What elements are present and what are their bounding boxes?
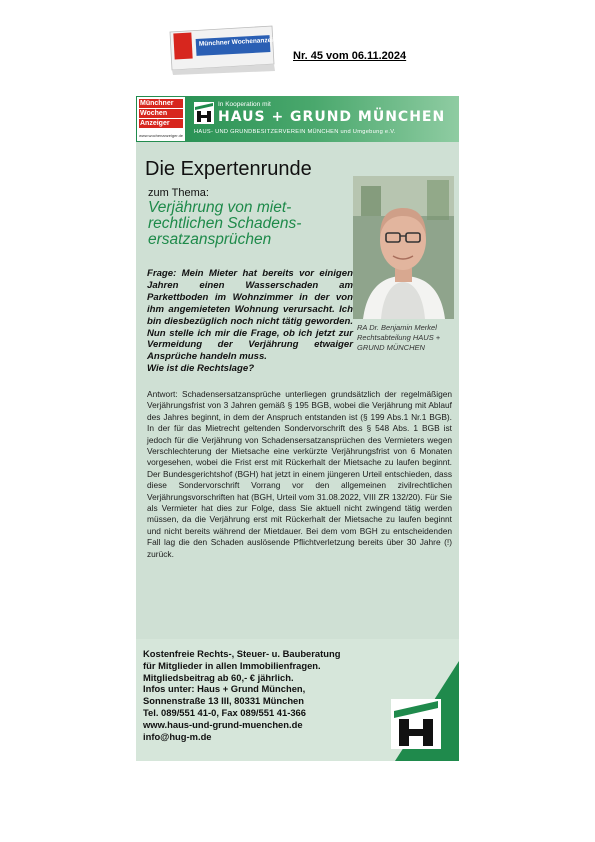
footer-email-link[interactable]: info@hug-m.de — [143, 730, 212, 742]
newspaper-logo-title: Münchner Wochenanzeiger — [198, 36, 276, 48]
footer-line: Tel. 089/551 41-0, Fax 089/551 41-366 — [143, 706, 306, 718]
header-band — [136, 96, 459, 142]
expert-portrait — [353, 176, 454, 319]
article-subject: Verjährung von miet-rechtlichen Schadens-ersatzansprüchen — [148, 199, 302, 248]
footer-line: Infos unter: Haus + Grund München, — [143, 683, 306, 695]
footer-line: Sonnenstraße 13 III, 80331 München — [143, 695, 304, 707]
mwa-logo-url: www.wochenanzeiger.de — [139, 133, 184, 138]
footer-website-link[interactable]: www.haus-und-grund-muenchen.de — [143, 718, 303, 730]
haus-grund-logo-large — [391, 699, 441, 749]
newspaper-logo-graphic — [168, 24, 276, 76]
expert-article — [136, 96, 459, 761]
kooperation-label: In Kooperation mit — [218, 101, 271, 108]
reader-question-last: Wie ist die Rechtslage? — [147, 363, 255, 375]
expert-answer: Antwort: Schadensersatzansprüche unterliegen grundsätzlich der regelmäßigen Verjährungsfrist von 3 Jahren gemäß § 195 BGB, wobei die Verjährung mit Ablauf des Jahres beginnt, in dem der Anspruch entstanden ist (§ 199 Abs.1 Nr.1 BGB). In der für das Mietrecht geltenden Sondervorschrift des § 548 Abs. 1 BGB ist jedoch für die Verjährung von Schadensersatzansprüchen des Vermieters wegen Verschlechterung der Mietsache eine verkürzte Verjährungsfrist von 6 Monaten vorgesehen, wobei die Frist erst mit Rückerhalt der Mietsache zu laufen beginnt. Der Bundesgerichtshof (BGH) hat jetzt in einem jüngeren Urteil entschieden, dass diese Sondervorschrift Vorrang vor den allgemeinen zivilrechtlichen Verjährungsvorschriften hat (BGH, Urteil vom 31.08.2022, VIII ZR 132/20). Für Sie als Vermieter hat dies zur Folge, dass Sie aktuell nicht zwingend tätig werden müssen, da die Verjährung erst mit Rückerhalt der Mietsache zu laufen beginnt und nicht bereits während der Mietdauer. Bei dem vom BGH zu entscheidenden Fall lag die den Schaden auslösende Pflichtverletzung bereits über 30 Jahre (!) zurück. — [147, 389, 452, 559]
mwa-logo-line2: Wochen — [139, 109, 183, 118]
reader-question — [147, 268, 353, 375]
haus-grund-title: HAUS + GRUND MÜNCHEN — [218, 109, 446, 125]
expert-caption: RA Dr. Benjamin Merkel Rechtsabteilung HAUS + GRUND MÜNCHEN — [357, 323, 441, 352]
footer-line: für Mitglieder in allen Immobilienfragen. — [143, 659, 321, 671]
mwa-logo-line3: Anzeiger — [139, 119, 183, 128]
footer-text — [143, 648, 340, 742]
haus-grund-subtitle: HAUS- UND GRUNDBESITZERVEREIN MÜNCHEN und Umgebung e.V. — [194, 129, 396, 135]
footer-line: Kostenfreie Rechts-, Steuer- u. Bauberatung — [143, 648, 341, 659]
topic-label: zum Thema: — [148, 187, 209, 199]
haus-grund-logo-icon — [194, 102, 214, 124]
mwa-logo-line1: Münchner — [139, 99, 183, 108]
mwa-logo — [137, 97, 185, 141]
expert-photo — [353, 176, 454, 319]
newspaper-logo — [168, 24, 276, 76]
membership-footer — [136, 639, 459, 761]
footer-line: Mitgliedsbeitrag ab 60,- € jährlich. — [143, 671, 294, 683]
reader-question-text: Frage: Mein Mieter hat bereits vor einigen Jahren einen Wasserschaden am Parkettboden im Wohnzimmer in der von ihm angemieteten Wohnung verursacht. Ich bin diesbezüglich noch nicht tätig geworden. Nun stelle ich mir die Frage, ob ich jetzt zur Vermeidung der Verjährung etwaiger Ansprüche handeln muss. — [147, 268, 353, 363]
article-title: Die Expertenrunde — [145, 158, 312, 180]
issue-line: Nr. 45 vom 06.11.2024 — [293, 50, 407, 62]
